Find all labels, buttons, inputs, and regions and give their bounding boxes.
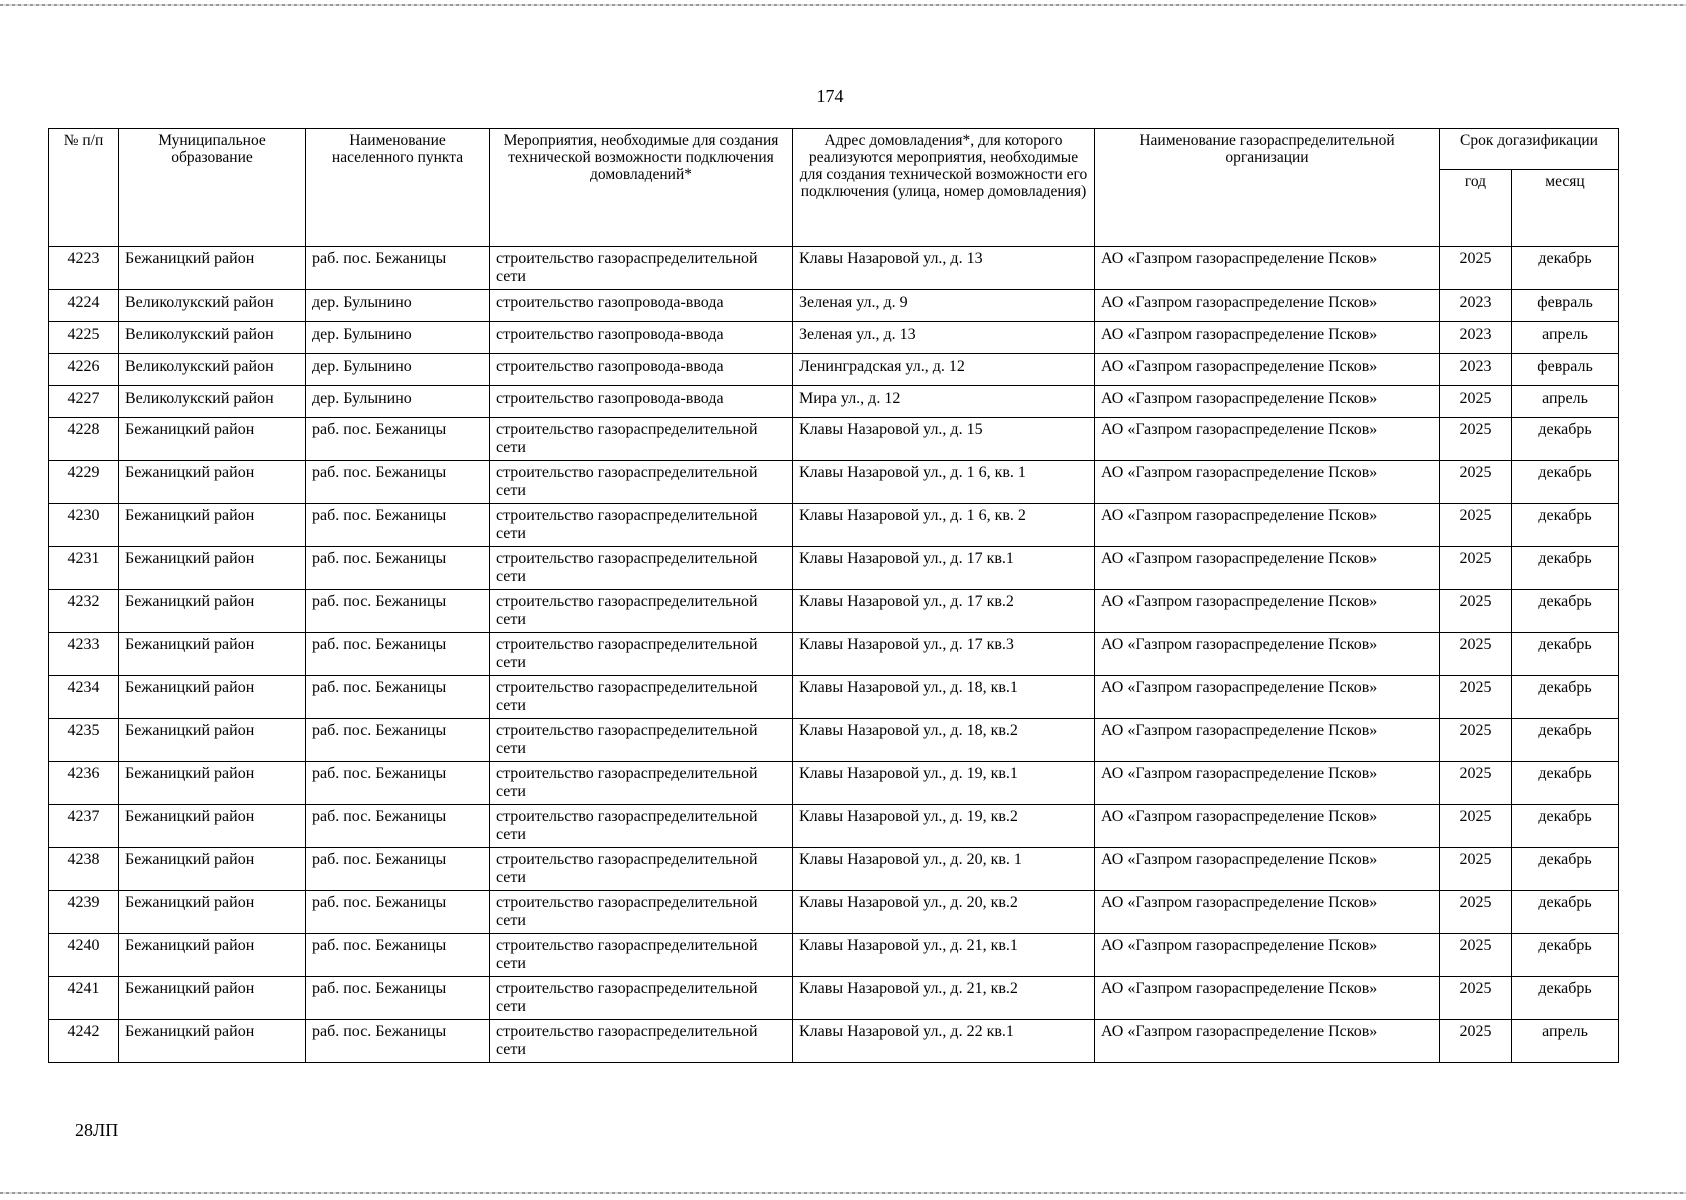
header-organization: Наименование газораспределительной организации (1095, 129, 1440, 247)
cell-municipality: Бежаницкий район (119, 805, 306, 848)
cell-municipality: Бежаницкий район (119, 461, 306, 504)
cell-organization: АО «Газпром газораспределение Псков» (1095, 762, 1440, 805)
cell-settlement: раб. пос. Бежаницы (306, 977, 490, 1020)
cell-municipality: Бежаницкий район (119, 719, 306, 762)
gasification-table (48, 128, 1619, 1063)
scan-edge-bottom (0, 1192, 1686, 1194)
cell-settlement: раб. пос. Бежаницы (306, 891, 490, 934)
cell-organization: АО «Газпром газораспределение Псков» (1095, 891, 1440, 934)
cell-month: декабрь (1512, 504, 1619, 547)
cell-municipality: Великолукский район (119, 322, 306, 354)
cell-month: декабрь (1512, 418, 1619, 461)
table-row (49, 354, 1619, 386)
cell-municipality: Бежаницкий район (119, 418, 306, 461)
cell-settlement: раб. пос. Бежаницы (306, 547, 490, 590)
table-row (49, 891, 1619, 934)
table-row (49, 461, 1619, 504)
cell-organization: АО «Газпром газораспределение Псков» (1095, 247, 1440, 290)
cell-settlement: дер. Булынино (306, 386, 490, 418)
cell-year: 2023 (1440, 322, 1512, 354)
cell-address: Клавы Назаровой ул., д. 17 кв.1 (793, 547, 1095, 590)
cell-settlement: раб. пос. Бежаницы (306, 633, 490, 676)
cell-municipality: Великолукский район (119, 290, 306, 322)
cell-municipality: Бежаницкий район (119, 633, 306, 676)
cell-month: декабрь (1512, 977, 1619, 1020)
cell-settlement: раб. пос. Бежаницы (306, 805, 490, 848)
cell-num: 4239 (49, 891, 119, 934)
cell-municipality: Бежаницкий район (119, 891, 306, 934)
cell-municipality: Бежаницкий район (119, 504, 306, 547)
cell-measure: строительство газопровода-ввода (490, 386, 793, 418)
cell-municipality: Бежаницкий район (119, 676, 306, 719)
header-num: № п/п (49, 129, 119, 247)
cell-organization: АО «Газпром газораспределение Псков» (1095, 719, 1440, 762)
cell-month: декабрь (1512, 633, 1619, 676)
cell-address: Клавы Назаровой ул., д. 17 кв.2 (793, 590, 1095, 633)
cell-settlement: дер. Булынино (306, 322, 490, 354)
cell-month: декабрь (1512, 848, 1619, 891)
cell-measure: строительство газораспределительной сети (490, 676, 793, 719)
cell-address: Ленинградская ул., д. 12 (793, 354, 1095, 386)
cell-measure: строительство газораспределительной сети (490, 891, 793, 934)
header-municipality: Муниципальное образование (119, 129, 306, 247)
cell-settlement: раб. пос. Бежаницы (306, 762, 490, 805)
cell-organization: АО «Газпром газораспределение Псков» (1095, 322, 1440, 354)
table-row (49, 633, 1619, 676)
cell-settlement: дер. Булынино (306, 354, 490, 386)
cell-settlement: раб. пос. Бежаницы (306, 1020, 490, 1063)
cell-measure: строительство газораспределительной сети (490, 590, 793, 633)
cell-month: декабрь (1512, 547, 1619, 590)
cell-num: 4226 (49, 354, 119, 386)
table-row (49, 322, 1619, 354)
cell-address: Клавы Назаровой ул., д. 13 (793, 247, 1095, 290)
cell-measure: строительство газопровода-ввода (490, 354, 793, 386)
cell-year: 2025 (1440, 504, 1512, 547)
cell-settlement: раб. пос. Бежаницы (306, 590, 490, 633)
table-row (49, 418, 1619, 461)
header-month: месяц (1512, 170, 1619, 247)
cell-organization: АО «Газпром газораспределение Псков» (1095, 590, 1440, 633)
cell-organization: АО «Газпром газораспределение Псков» (1095, 977, 1440, 1020)
cell-measure: строительство газораспределительной сети (490, 418, 793, 461)
cell-month: декабрь (1512, 719, 1619, 762)
table-row (49, 386, 1619, 418)
cell-address: Клавы Назаровой ул., д. 20, кв. 1 (793, 848, 1095, 891)
cell-organization: АО «Газпром газораспределение Псков» (1095, 547, 1440, 590)
header-settlement: Наименование населенного пункта (306, 129, 490, 247)
cell-address: Клавы Назаровой ул., д. 21, кв.1 (793, 934, 1095, 977)
cell-measure: строительство газопровода-ввода (490, 322, 793, 354)
header-measures: Мероприятия, необходимые для создания технической возможности подключения домовладений* (490, 129, 793, 247)
cell-year: 2025 (1440, 418, 1512, 461)
cell-address: Мира ул., д. 12 (793, 386, 1095, 418)
cell-num: 4233 (49, 633, 119, 676)
cell-address: Клавы Назаровой ул., д. 18, кв.2 (793, 719, 1095, 762)
cell-address: Клавы Назаровой ул., д. 21, кв.2 (793, 977, 1095, 1020)
cell-settlement: раб. пос. Бежаницы (306, 934, 490, 977)
cell-measure: строительство газораспределительной сети (490, 977, 793, 1020)
table-header (49, 129, 1619, 247)
table-row (49, 977, 1619, 1020)
cell-year: 2025 (1440, 891, 1512, 934)
cell-measure: строительство газораспределительной сети (490, 719, 793, 762)
cell-municipality: Бежаницкий район (119, 848, 306, 891)
header-deadline: Срок догазификации (1440, 129, 1619, 170)
cell-address: Клавы Назаровой ул., д. 19, кв.1 (793, 762, 1095, 805)
cell-address: Клавы Назаровой ул., д. 1 6, кв. 2 (793, 504, 1095, 547)
table-row (49, 290, 1619, 322)
cell-num: 4224 (49, 290, 119, 322)
cell-organization: АО «Газпром газораспределение Псков» (1095, 418, 1440, 461)
cell-address: Клавы Назаровой ул., д. 20, кв.2 (793, 891, 1095, 934)
cell-municipality: Бежаницкий район (119, 762, 306, 805)
cell-organization: АО «Газпром газораспределение Псков» (1095, 504, 1440, 547)
cell-num: 4240 (49, 934, 119, 977)
cell-organization: АО «Газпром газораспределение Псков» (1095, 386, 1440, 418)
cell-year: 2025 (1440, 977, 1512, 1020)
cell-num: 4228 (49, 418, 119, 461)
table-row (49, 805, 1619, 848)
cell-measure: строительство газораспределительной сети (490, 504, 793, 547)
table-body (49, 247, 1619, 1063)
cell-month: февраль (1512, 354, 1619, 386)
cell-measure: строительство газораспределительной сети (490, 805, 793, 848)
cell-settlement: раб. пос. Бежаницы (306, 461, 490, 504)
cell-month: декабрь (1512, 805, 1619, 848)
cell-measure: строительство газораспределительной сети (490, 848, 793, 891)
cell-measure: строительство газопровода-ввода (490, 290, 793, 322)
cell-settlement: раб. пос. Бежаницы (306, 504, 490, 547)
table-row (49, 762, 1619, 805)
cell-measure: строительство газораспределительной сети (490, 461, 793, 504)
cell-organization: АО «Газпром газораспределение Псков» (1095, 290, 1440, 322)
cell-address: Зеленая ул., д. 13 (793, 322, 1095, 354)
cell-municipality: Бежаницкий район (119, 1020, 306, 1063)
cell-month: апрель (1512, 322, 1619, 354)
cell-organization: АО «Газпром газораспределение Псков» (1095, 805, 1440, 848)
cell-municipality: Бежаницкий район (119, 977, 306, 1020)
cell-month: декабрь (1512, 247, 1619, 290)
cell-month: декабрь (1512, 762, 1619, 805)
cell-num: 4232 (49, 590, 119, 633)
page-number: 174 (816, 86, 844, 106)
header-row-top (49, 129, 1619, 170)
table-row (49, 247, 1619, 290)
cell-month: декабрь (1512, 891, 1619, 934)
table-row (49, 504, 1619, 547)
cell-num: 4241 (49, 977, 119, 1020)
table-row (49, 590, 1619, 633)
cell-settlement: раб. пос. Бежаницы (306, 418, 490, 461)
cell-municipality: Бежаницкий район (119, 934, 306, 977)
cell-num: 4230 (49, 504, 119, 547)
cell-municipality: Великолукский район (119, 354, 306, 386)
cell-organization: АО «Газпром газораспределение Псков» (1095, 934, 1440, 977)
cell-num: 4223 (49, 247, 119, 290)
cell-address: Клавы Назаровой ул., д. 17 кв.3 (793, 633, 1095, 676)
cell-year: 2025 (1440, 590, 1512, 633)
cell-address: Клавы Назаровой ул., д. 19, кв.2 (793, 805, 1095, 848)
cell-month: декабрь (1512, 934, 1619, 977)
cell-num: 4238 (49, 848, 119, 891)
cell-month: декабрь (1512, 461, 1619, 504)
cell-settlement: раб. пос. Бежаницы (306, 848, 490, 891)
cell-year: 2025 (1440, 547, 1512, 590)
cell-organization: АО «Газпром газораспределение Псков» (1095, 1020, 1440, 1063)
cell-num: 4234 (49, 676, 119, 719)
cell-municipality: Бежаницкий район (119, 547, 306, 590)
table-row (49, 547, 1619, 590)
cell-settlement: дер. Булынино (306, 290, 490, 322)
cell-month: апрель (1512, 1020, 1619, 1063)
cell-num: 4227 (49, 386, 119, 418)
cell-year: 2025 (1440, 934, 1512, 977)
cell-address: Клавы Назаровой ул., д. 18, кв.1 (793, 676, 1095, 719)
cell-year: 2025 (1440, 247, 1512, 290)
table-row (49, 719, 1619, 762)
cell-year: 2025 (1440, 848, 1512, 891)
cell-month: декабрь (1512, 676, 1619, 719)
cell-num: 4229 (49, 461, 119, 504)
footer-code: 28ЛП (75, 1120, 119, 1140)
cell-organization: АО «Газпром газораспределение Псков» (1095, 848, 1440, 891)
cell-month: февраль (1512, 290, 1619, 322)
cell-measure: строительство газораспределительной сети (490, 547, 793, 590)
cell-year: 2025 (1440, 719, 1512, 762)
cell-year: 2025 (1440, 633, 1512, 676)
cell-num: 4236 (49, 762, 119, 805)
scan-edge-top (0, 4, 1686, 6)
cell-address: Клавы Назаровой ул., д. 22 кв.1 (793, 1020, 1095, 1063)
cell-measure: строительство газораспределительной сети (490, 247, 793, 290)
cell-settlement: раб. пос. Бежаницы (306, 247, 490, 290)
cell-organization: АО «Газпром газораспределение Псков» (1095, 461, 1440, 504)
cell-year: 2025 (1440, 762, 1512, 805)
cell-month: декабрь (1512, 590, 1619, 633)
header-address: Адрес домовладения*, для которого реализуются мероприятия, необходимые для создания технической возможности его подключения (улица, номер домовладения) (793, 129, 1095, 247)
cell-organization: АО «Газпром газораспределение Псков» (1095, 354, 1440, 386)
cell-year: 2025 (1440, 386, 1512, 418)
cell-year: 2025 (1440, 805, 1512, 848)
cell-measure: строительство газораспределительной сети (490, 1020, 793, 1063)
cell-num: 4225 (49, 322, 119, 354)
cell-num: 4242 (49, 1020, 119, 1063)
cell-measure: строительство газораспределительной сети (490, 633, 793, 676)
cell-num: 4231 (49, 547, 119, 590)
cell-address: Зеленая ул., д. 9 (793, 290, 1095, 322)
cell-year: 2025 (1440, 1020, 1512, 1063)
cell-settlement: раб. пос. Бежаницы (306, 676, 490, 719)
cell-municipality: Бежаницкий район (119, 590, 306, 633)
table-row (49, 1020, 1619, 1063)
table-row (49, 848, 1619, 891)
cell-organization: АО «Газпром газораспределение Псков» (1095, 676, 1440, 719)
cell-num: 4235 (49, 719, 119, 762)
cell-month: апрель (1512, 386, 1619, 418)
cell-measure: строительство газораспределительной сети (490, 762, 793, 805)
table-row (49, 676, 1619, 719)
cell-settlement: раб. пос. Бежаницы (306, 719, 490, 762)
cell-address: Клавы Назаровой ул., д. 15 (793, 418, 1095, 461)
header-year: год (1440, 170, 1512, 247)
cell-year: 2023 (1440, 354, 1512, 386)
cell-measure: строительство газораспределительной сети (490, 934, 793, 977)
cell-municipality: Великолукский район (119, 386, 306, 418)
cell-year: 2025 (1440, 676, 1512, 719)
cell-organization: АО «Газпром газораспределение Псков» (1095, 633, 1440, 676)
table-row (49, 934, 1619, 977)
cell-num: 4237 (49, 805, 119, 848)
cell-address: Клавы Назаровой ул., д. 1 6, кв. 1 (793, 461, 1095, 504)
cell-year: 2025 (1440, 461, 1512, 504)
cell-year: 2023 (1440, 290, 1512, 322)
cell-municipality: Бежаницкий район (119, 247, 306, 290)
